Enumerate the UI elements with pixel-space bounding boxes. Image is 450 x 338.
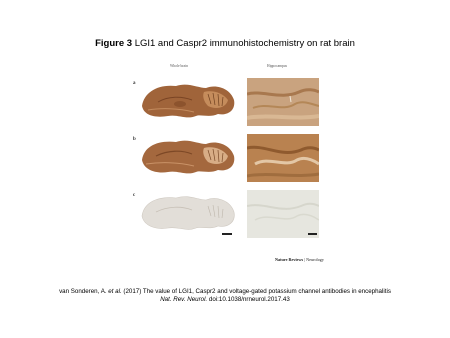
journal-credit xyxy=(275,257,324,262)
caption-doi: doi:10.1038/nrneurol.2017.43 xyxy=(207,296,290,303)
whole-brain-image-c xyxy=(138,190,240,234)
hippocampus-image-b xyxy=(247,134,319,182)
caption-article-title: (2017) The value of LGI1, Caspr2 and voltage-gated potassium channel antibodies in encephalitis xyxy=(121,288,391,295)
scale-bar-hippocampus xyxy=(308,233,317,235)
figure-panel xyxy=(130,64,330,269)
row-label-a: a xyxy=(133,81,136,86)
credit-section: Neurology xyxy=(306,257,324,262)
hippocampus-image-c xyxy=(247,190,319,238)
row-label-b: b xyxy=(133,137,136,142)
column-header-hippocampus: Hippocampus xyxy=(267,64,287,68)
row-label-c: c xyxy=(133,193,136,198)
caption-journal: Nat. Rev. Neurol. xyxy=(160,296,208,303)
whole-brain-image-a xyxy=(138,78,240,122)
caption-line-1 xyxy=(0,288,450,296)
figure-title-text: LGI1 and Caspr2 immunohistochemistry on rat brain xyxy=(132,38,355,49)
scale-bar-whole-brain xyxy=(222,233,232,235)
credit-separator: | xyxy=(303,257,307,262)
figure-number: Figure 3 xyxy=(95,38,133,49)
caption-authors: van Sonderen, A. xyxy=(59,288,109,295)
whole-brain-image-b xyxy=(138,134,240,178)
credit-brand: Nature Reviews xyxy=(274,257,304,262)
figure-title xyxy=(0,38,450,50)
column-header-whole-brain: Whole brain xyxy=(170,64,188,68)
hippocampus-image-a xyxy=(247,78,319,126)
caption-line-2 xyxy=(0,296,450,304)
citation-caption xyxy=(0,288,450,304)
caption-et-al: et al. xyxy=(108,288,122,295)
